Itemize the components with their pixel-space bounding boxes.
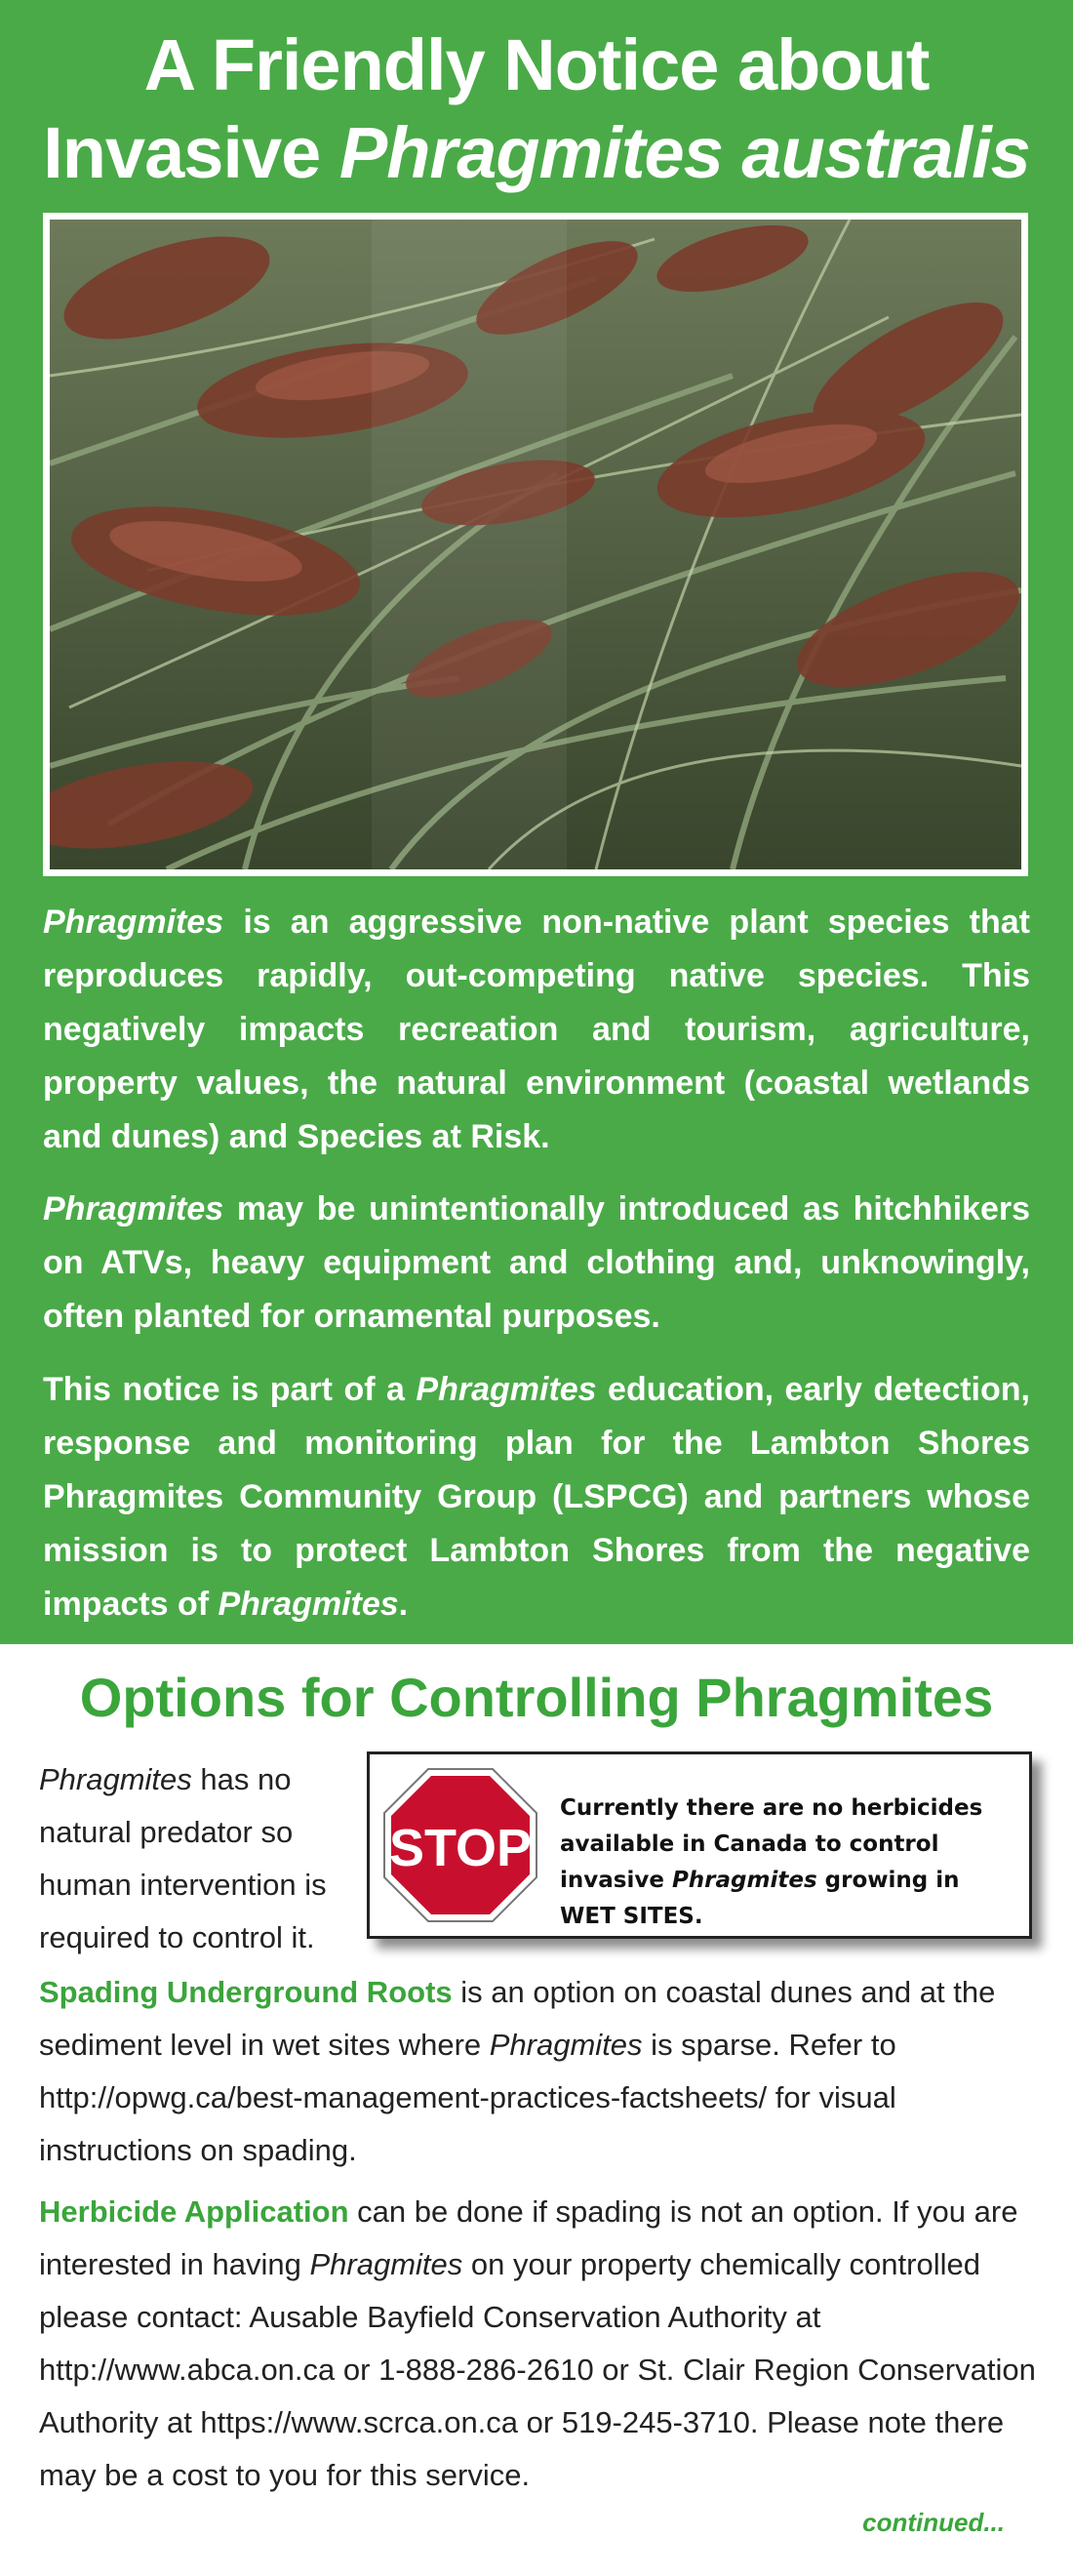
spading-heading: Spading Underground Roots (39, 1975, 453, 2009)
title-line-1: A Friendly Notice about (143, 24, 930, 105)
spading-paragraph (39, 1966, 1029, 2177)
options-heading: Options for Controlling Phragmites (79, 1667, 994, 1728)
spading-text-b: is sparse. Refer to http://opwg.ca/best-management-practices-factsheets/ for visual instructions on spading. (39, 2028, 896, 2167)
herbicide-heading: Herbicide Application (39, 2194, 349, 2229)
notice-title (0, 21, 1073, 197)
intro-p3-text-c: . (398, 1586, 409, 1623)
phragmites-photo (50, 220, 1021, 869)
intro-p3-text-a: This notice is part of a (43, 1371, 417, 1408)
intro-p3-text-b: education, early detection, response and monitoring plan for the Lambton Shores Phragmites Community Group (LSPCG) and partners whose mission is to protect Lambton Shores from the negative impacts of (43, 1371, 1030, 1623)
intro-p1-italic: Phragmites (43, 904, 224, 941)
herbicide-text-b: on your property chemically controlled please contact: Ausable Bayfield Conservation Authority at http://www.abca.on.ca or 1-888-286-2610 or St. Clair Region Conservation Authority at https://www.scrca.on.ca or 519-245-3710. Please note there may be a cost to you for this service. (39, 2247, 1036, 2492)
title-species-name: Phragmites australis (338, 112, 1030, 193)
spading-text-a: is an option on coastal dunes and at the sediment level in wet sites where (39, 1975, 996, 2062)
intro-paragraph-3 (43, 1363, 1030, 1631)
intro-paragraph-2 (43, 1183, 1030, 1344)
herbicide-paragraph (39, 2186, 1053, 2502)
stop-sign-label: STOP (388, 1819, 533, 1877)
stop-text-italic: Phragmites (671, 1868, 817, 1893)
stop-sign-icon (382, 1767, 538, 1923)
intro-p3-italic-1: Phragmites (416, 1371, 597, 1408)
herbicide-text-a: can be done if spading is not an option. If you are interested in having (39, 2194, 1018, 2281)
continued-label: continued... (862, 2508, 1005, 2537)
spading-italic: Phragmites (489, 2028, 643, 2062)
intro-p3-italic-2: Phragmites (218, 1586, 399, 1623)
predator-text: has no natural predator so human intervention is required to control it. (39, 1762, 327, 1954)
predator-italic: Phragmites (39, 1762, 192, 1796)
title-line-2 (0, 109, 1073, 197)
intro-paragraph-1 (43, 896, 1030, 1164)
intro-p2-italic: Phragmites (43, 1190, 224, 1228)
title-line-2-plain: Invasive (43, 112, 339, 193)
intro-p1-text: is an aggressive non-native plant species that reproduces rapidly, out-competing native species. This negatively impacts recreation and tourism, agriculture, property values, the natural environment (coastal wetlands and dunes) and Species at Risk. (43, 904, 1030, 1155)
stop-warning-box (367, 1751, 1032, 1939)
intro-p2-text: may be unintentionally introduced as hitchhikers on ATVs, heavy equipment and clothing and, unknowingly, often planted for ornamental purposes. (43, 1190, 1030, 1335)
no-predator-text (39, 1753, 361, 1964)
stop-warning-text (560, 1791, 1018, 1935)
herbicide-italic: Phragmites (309, 2247, 463, 2281)
phragmites-illustration (50, 220, 1021, 869)
phragmites-photo-frame (43, 213, 1028, 876)
stop-text-a: Currently there are no herbicides available in Canada to control invasive (560, 1795, 983, 1893)
stop-text-b: growing in WET SITES. (560, 1868, 960, 1929)
